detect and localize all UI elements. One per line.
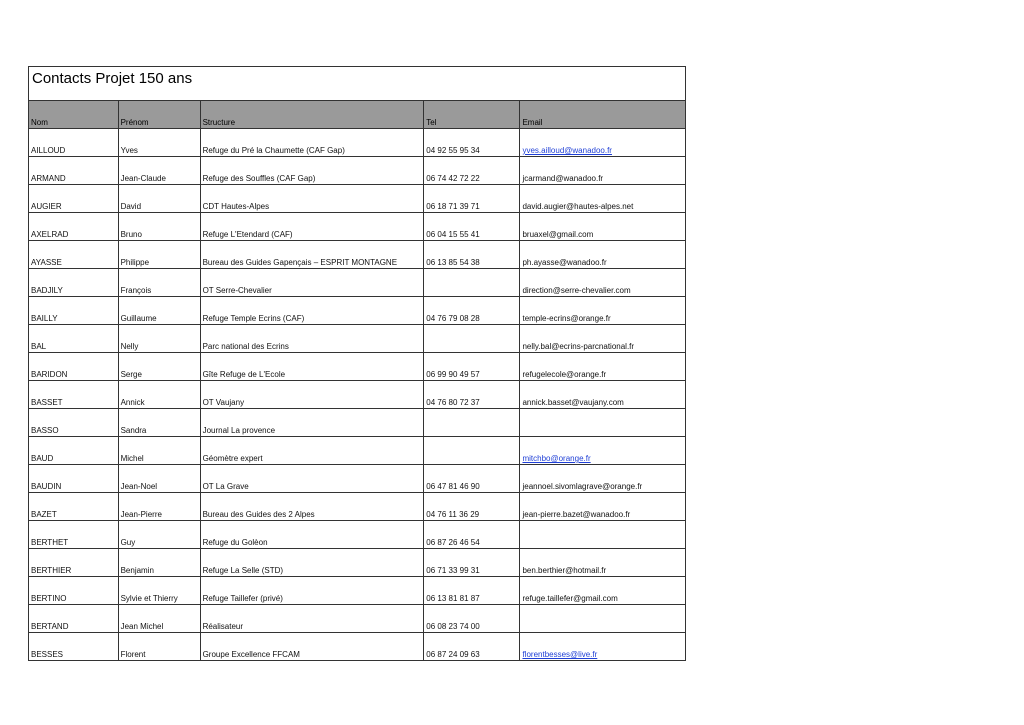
cell-email bbox=[520, 605, 685, 633]
cell-structure: Refuge des Souffles (CAF Gap) bbox=[200, 157, 424, 185]
table-row bbox=[29, 465, 685, 493]
cell-prenom: François bbox=[118, 269, 200, 297]
cell-tel: 04 92 55 95 34 bbox=[424, 129, 520, 157]
table-row bbox=[29, 213, 685, 241]
cell-prenom: Florent bbox=[118, 633, 200, 661]
cell-structure: Refuge La Selle (STD) bbox=[200, 549, 424, 577]
table-row bbox=[29, 577, 685, 605]
cell-prenom: Sylvie et Thierry bbox=[118, 577, 200, 605]
header-nom: Nom bbox=[29, 101, 118, 129]
cell-structure: OT Serre-Chevalier bbox=[200, 269, 424, 297]
header-structure: Structure bbox=[200, 101, 424, 129]
cell-email: direction@serre-chevalier.com bbox=[520, 269, 685, 297]
cell-tel: 06 13 85 54 38 bbox=[424, 241, 520, 269]
cell-prenom: Annick bbox=[118, 381, 200, 409]
cell-nom: BAILLY bbox=[29, 297, 118, 325]
sheet-title: Contacts Projet 150 ans bbox=[32, 70, 193, 87]
cell-tel: 06 04 15 55 41 bbox=[424, 213, 520, 241]
cell-prenom: David bbox=[118, 185, 200, 213]
table-row bbox=[29, 129, 685, 157]
header-email: Email bbox=[520, 101, 685, 129]
cell-nom: BERTHIER bbox=[29, 549, 118, 577]
cell-nom: AILLOUD bbox=[29, 129, 118, 157]
email-link[interactable]: yves.ailloud@wanadoo.fr bbox=[522, 146, 612, 155]
cell-structure: CDT Hautes-Alpes bbox=[200, 185, 424, 213]
header-row bbox=[29, 101, 685, 129]
cell-structure: Géomètre expert bbox=[200, 437, 424, 465]
table-row bbox=[29, 493, 685, 521]
table-row bbox=[29, 409, 685, 437]
cell-prenom: Guillaume bbox=[118, 297, 200, 325]
table-row bbox=[29, 241, 685, 269]
cell-structure: Parc national des Ecrins bbox=[200, 325, 424, 353]
cell-structure: Réalisateur bbox=[200, 605, 424, 633]
cell-nom: BAUD bbox=[29, 437, 118, 465]
cell-prenom: Jean-Claude bbox=[118, 157, 200, 185]
cell-tel: 04 76 11 36 29 bbox=[424, 493, 520, 521]
title-cell bbox=[29, 67, 685, 101]
cell-email: refuge.taillefer@gmail.com bbox=[520, 577, 685, 605]
cell-structure: Bureau des Guides des 2 Alpes bbox=[200, 493, 424, 521]
cell-nom: BADJILY bbox=[29, 269, 118, 297]
cell-tel: 06 87 24 09 63 bbox=[424, 633, 520, 661]
cell-structure: OT Vaujany bbox=[200, 381, 424, 409]
cell-email: bruaxel@gmail.com bbox=[520, 213, 685, 241]
table-row bbox=[29, 297, 685, 325]
cell-email bbox=[520, 409, 685, 437]
cell-tel: 06 47 81 46 90 bbox=[424, 465, 520, 493]
cell-prenom: Sandra bbox=[118, 409, 200, 437]
header-tel: Tel bbox=[424, 101, 520, 129]
cell-email[interactable] bbox=[520, 633, 685, 661]
cell-email: annick.basset@vaujany.com bbox=[520, 381, 685, 409]
table-row bbox=[29, 381, 685, 409]
table-row bbox=[29, 605, 685, 633]
cell-prenom: Benjamin bbox=[118, 549, 200, 577]
cell-tel bbox=[424, 325, 520, 353]
cell-tel: 06 71 33 99 31 bbox=[424, 549, 520, 577]
cell-tel: 04 76 79 08 28 bbox=[424, 297, 520, 325]
cell-tel: 06 74 42 72 22 bbox=[424, 157, 520, 185]
cell-prenom: Guy bbox=[118, 521, 200, 549]
table-row bbox=[29, 549, 685, 577]
cell-nom: BAUDIN bbox=[29, 465, 118, 493]
table-row bbox=[29, 353, 685, 381]
cell-prenom: Bruno bbox=[118, 213, 200, 241]
cell-tel: 06 13 81 81 87 bbox=[424, 577, 520, 605]
cell-email[interactable] bbox=[520, 437, 685, 465]
cell-nom: BAL bbox=[29, 325, 118, 353]
cell-tel: 06 18 71 39 71 bbox=[424, 185, 520, 213]
cell-email: jean-pierre.bazet@wanadoo.fr bbox=[520, 493, 685, 521]
cell-prenom: Michel bbox=[118, 437, 200, 465]
cell-nom: ARMAND bbox=[29, 157, 118, 185]
cell-prenom: Yves bbox=[118, 129, 200, 157]
cell-email bbox=[520, 521, 685, 549]
cell-nom: BASSET bbox=[29, 381, 118, 409]
cell-tel bbox=[424, 409, 520, 437]
table-row bbox=[29, 437, 685, 465]
cell-prenom: Jean Michel bbox=[118, 605, 200, 633]
cell-nom: BARIDON bbox=[29, 353, 118, 381]
cell-prenom: Serge bbox=[118, 353, 200, 381]
cell-structure: Refuge Temple Ecrins (CAF) bbox=[200, 297, 424, 325]
cell-email: nelly.bal@ecrins-parcnational.fr bbox=[520, 325, 685, 353]
cell-email[interactable] bbox=[520, 129, 685, 157]
cell-tel bbox=[424, 437, 520, 465]
table-row bbox=[29, 269, 685, 297]
cell-prenom: Philippe bbox=[118, 241, 200, 269]
cell-structure: Gîte Refuge de L'Ecole bbox=[200, 353, 424, 381]
table-row bbox=[29, 325, 685, 353]
cell-nom: BESSES bbox=[29, 633, 118, 661]
cell-prenom: Jean-Noel bbox=[118, 465, 200, 493]
contacts-table bbox=[29, 101, 685, 661]
cell-tel: 06 87 26 46 54 bbox=[424, 521, 520, 549]
contacts-sheet bbox=[28, 66, 686, 661]
cell-tel: 04 76 80 72 37 bbox=[424, 381, 520, 409]
cell-email: david.augier@hautes-alpes.net bbox=[520, 185, 685, 213]
table-row bbox=[29, 157, 685, 185]
email-link[interactable]: florentbesses@live.fr bbox=[522, 650, 598, 659]
cell-structure: Groupe Excellence FFCAM bbox=[200, 633, 424, 661]
table-row bbox=[29, 521, 685, 549]
cell-email: refugelecole@orange.fr bbox=[520, 353, 685, 381]
cell-email: jeannoel.sivomlagrave@orange.fr bbox=[520, 465, 685, 493]
cell-nom: BASSO bbox=[29, 409, 118, 437]
cell-nom: AYASSE bbox=[29, 241, 118, 269]
cell-nom: BAZET bbox=[29, 493, 118, 521]
cell-structure: Refuge du Golèon bbox=[200, 521, 424, 549]
table-row bbox=[29, 185, 685, 213]
cell-tel: 06 08 23 74 00 bbox=[424, 605, 520, 633]
cell-nom: AXELRAD bbox=[29, 213, 118, 241]
cell-email: ph.ayasse@wanadoo.fr bbox=[520, 241, 685, 269]
cell-structure: Journal La provence bbox=[200, 409, 424, 437]
cell-email: jcarmand@wanadoo.fr bbox=[520, 157, 685, 185]
cell-structure: Refuge Taillefer (privé) bbox=[200, 577, 424, 605]
cell-structure: Refuge L'Etendard (CAF) bbox=[200, 213, 424, 241]
contacts-rows bbox=[29, 129, 685, 661]
cell-structure: Refuge du Pré la Chaumette (CAF Gap) bbox=[200, 129, 424, 157]
table-row bbox=[29, 633, 685, 661]
cell-nom: AUGIER bbox=[29, 185, 118, 213]
email-link[interactable]: mitchbo@orange.fr bbox=[522, 454, 591, 463]
cell-tel bbox=[424, 269, 520, 297]
cell-nom: BERTINO bbox=[29, 577, 118, 605]
cell-email: temple-ecrins@orange.fr bbox=[520, 297, 685, 325]
cell-prenom: Jean-Pierre bbox=[118, 493, 200, 521]
cell-structure: OT La Grave bbox=[200, 465, 424, 493]
header-prenom: Prénom bbox=[118, 101, 200, 129]
cell-prenom: Nelly bbox=[118, 325, 200, 353]
cell-nom: BERTAND bbox=[29, 605, 118, 633]
cell-nom: BERTHET bbox=[29, 521, 118, 549]
cell-email: ben.berthier@hotmail.fr bbox=[520, 549, 685, 577]
cell-tel: 06 99 90 49 57 bbox=[424, 353, 520, 381]
cell-structure: Bureau des Guides Gapençais – ESPRIT MONTAGNE bbox=[200, 241, 424, 269]
